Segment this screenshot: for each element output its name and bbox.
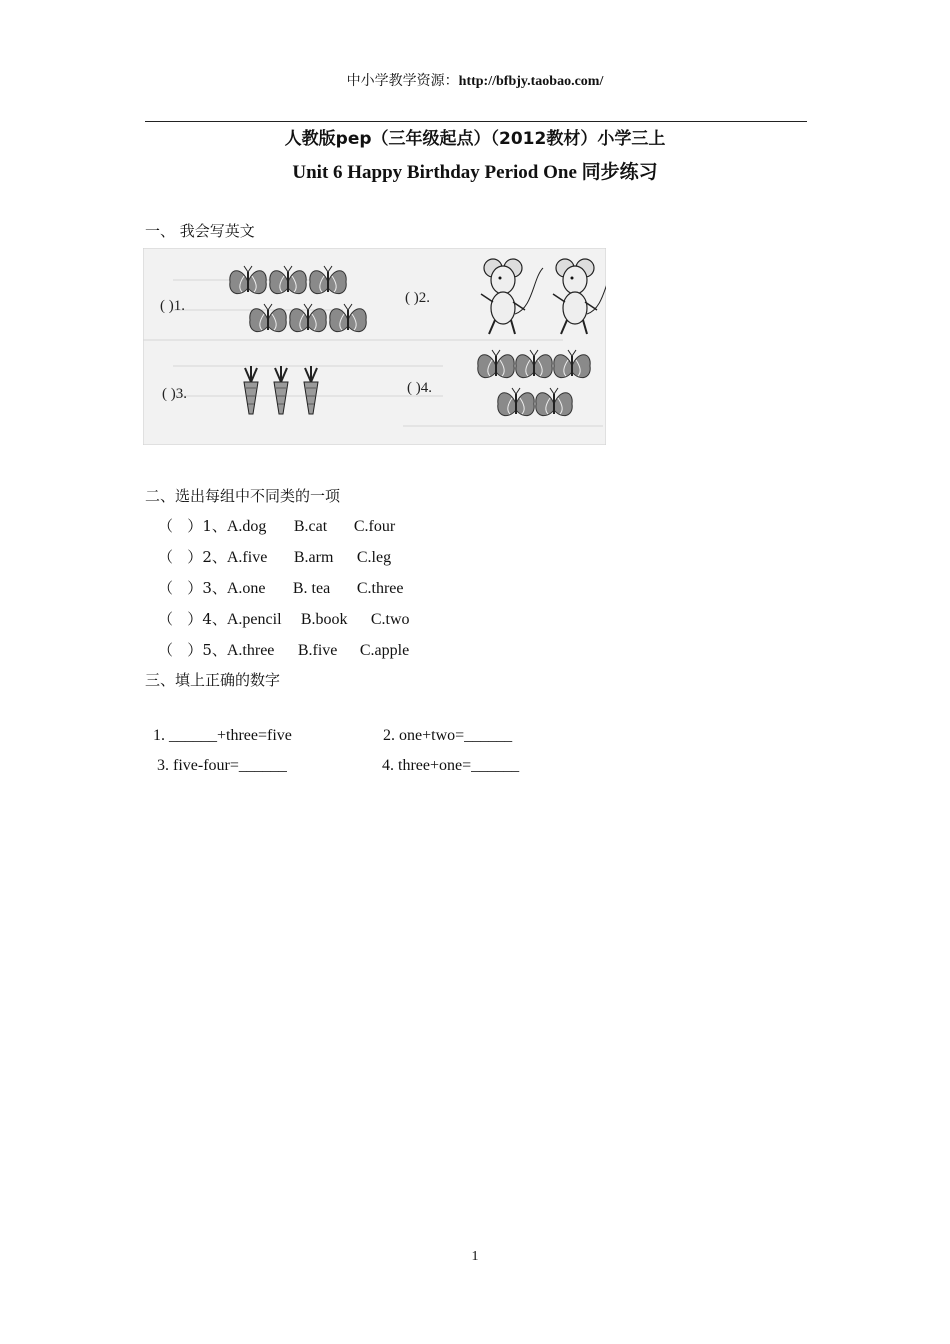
page-header xyxy=(0,70,950,90)
section-3-heading: 三、填上正确的数字 xyxy=(145,671,281,689)
answer-blank[interactable]: （ ） xyxy=(158,548,203,566)
picture-label-3: ( )3. xyxy=(162,386,187,402)
section-2-heading: 二、选出每组中不同类的一项 xyxy=(145,487,341,505)
answer-blank[interactable]: （ ） xyxy=(158,579,203,597)
header-label: 中小学教学资源： xyxy=(346,73,459,89)
title-line-2: Unit 6 Happy Birthday Period One 同步练习 xyxy=(292,162,658,183)
header-url[interactable]: http://bfbjy.taobao.com/ xyxy=(458,74,604,89)
page-number: 1 xyxy=(471,1249,479,1264)
fill-item-3[interactable]: 3. five-four=______ xyxy=(157,757,287,774)
question-3: （ ）3、A.one B. tea C.three xyxy=(158,579,404,597)
question-5: （ ）5、A.three B.five C.apple xyxy=(158,641,410,659)
picture-label-1: ( )1. xyxy=(160,298,185,314)
fill-item-2[interactable]: 2. one+two=______ xyxy=(383,727,513,744)
answer-blank[interactable]: （ ） xyxy=(158,517,203,535)
answer-blank[interactable]: （ ） xyxy=(158,610,203,628)
fill-item-1[interactable]: 1. ______+three=five xyxy=(153,727,292,744)
header-divider xyxy=(145,121,807,122)
question-1: （ ）1、A.dog B.cat C.four xyxy=(158,517,396,535)
exercise-picture xyxy=(143,248,606,445)
question-4: （ ）4、A.pencil B.book C.two xyxy=(158,610,410,628)
answer-blank[interactable]: （ ） xyxy=(158,641,203,659)
section-1-heading: 一、 我会写英文 xyxy=(145,222,255,240)
title-line-1: 人教版pep（三年级起点）（2012教材）小学三上 xyxy=(284,129,666,149)
question-2: （ ）2、A.five B.arm C.leg xyxy=(158,548,392,566)
picture-label-4: ( )4. xyxy=(407,380,432,396)
fill-item-4[interactable]: 4. three+one=______ xyxy=(382,757,520,774)
picture-label-2: ( )2. xyxy=(405,290,430,306)
